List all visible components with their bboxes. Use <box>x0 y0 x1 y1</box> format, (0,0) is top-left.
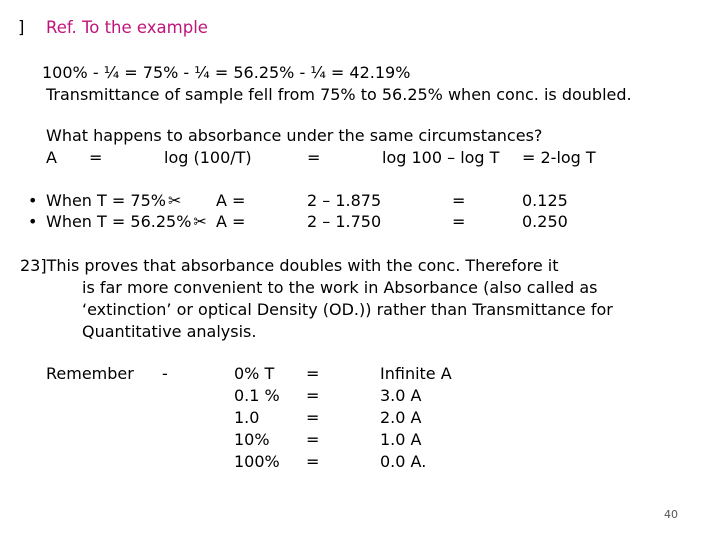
remember-t: 0.1 % <box>234 386 280 405</box>
formula-eq2: = <box>307 148 321 167</box>
remember-eq: = <box>306 452 320 471</box>
formula-lhs: A <box>46 148 57 167</box>
remember-a: 0.0 A. <box>380 452 427 471</box>
page-number: 40 <box>664 508 678 521</box>
remember-a: 1.0 A <box>380 430 422 449</box>
bullet-a-eq: A = <box>216 191 246 210</box>
bullet-value: 2 – 1.750 <box>307 212 382 231</box>
remember-t: 0% T <box>234 364 275 383</box>
remember-eq: = <box>306 430 320 449</box>
remember-eq: = <box>306 408 320 427</box>
bullet-a-eq: A = <box>216 212 246 231</box>
remember-eq: = <box>306 386 320 405</box>
remember-dash: - <box>162 364 168 383</box>
bullet-eq: = <box>452 191 466 210</box>
bullet-result: 0.125 <box>522 191 568 210</box>
conclusion-line: Quantitative analysis. <box>82 322 257 341</box>
remember-label: Remember <box>46 364 134 383</box>
remember-a: 3.0 A <box>380 386 422 405</box>
remember-a: Infinite A <box>380 364 452 383</box>
conclusion-line: is far more convenient to the work in Absorbance (also called as <box>82 278 598 297</box>
absorbance-question: What happens to absorbance under the same circumstances? <box>46 126 543 145</box>
remember-t: 100% <box>234 452 280 471</box>
bullet-dot: • <box>28 212 38 231</box>
scissors-icon: ✂ <box>193 212 207 231</box>
bullet-eq: = <box>452 212 466 231</box>
transmittance-calc-line: 100% - ¼ = 75% - ¼ = 56.25% - ¼ = 42.19% <box>42 63 411 82</box>
remember-t: 1.0 <box>234 408 260 427</box>
slide-title: Ref. To the example <box>46 18 208 37</box>
formula-eq1: = <box>89 148 103 167</box>
bullet-label: When T = 56.25% ✂ <box>46 212 207 231</box>
bullet-dot: • <box>28 191 38 210</box>
remember-t: 10% <box>234 430 270 449</box>
conclusion-line: 23]This proves that absorbance doubles with the conc. Therefore it <box>20 256 559 275</box>
bullet-label: When T = 75% ✂ <box>46 191 182 210</box>
formula-expr3: = 2-log T <box>522 148 596 167</box>
header-marker: ] <box>18 18 25 37</box>
scissors-icon: ✂ <box>167 191 182 210</box>
formula-expr1: log (100/T) <box>164 148 252 167</box>
formula-expr2: log 100 – log T <box>382 148 500 167</box>
conclusion-line: ‘extinction’ or optical Density (OD.)) rather than Transmittance for <box>82 300 613 319</box>
remember-a: 2.0 A <box>380 408 422 427</box>
remember-eq: = <box>306 364 320 383</box>
bullet-value: 2 – 1.875 <box>307 191 382 210</box>
transmittance-statement: Transmittance of sample fell from 75% to 56.25% when conc. is doubled. <box>46 85 632 104</box>
bullet-result: 0.250 <box>522 212 568 231</box>
